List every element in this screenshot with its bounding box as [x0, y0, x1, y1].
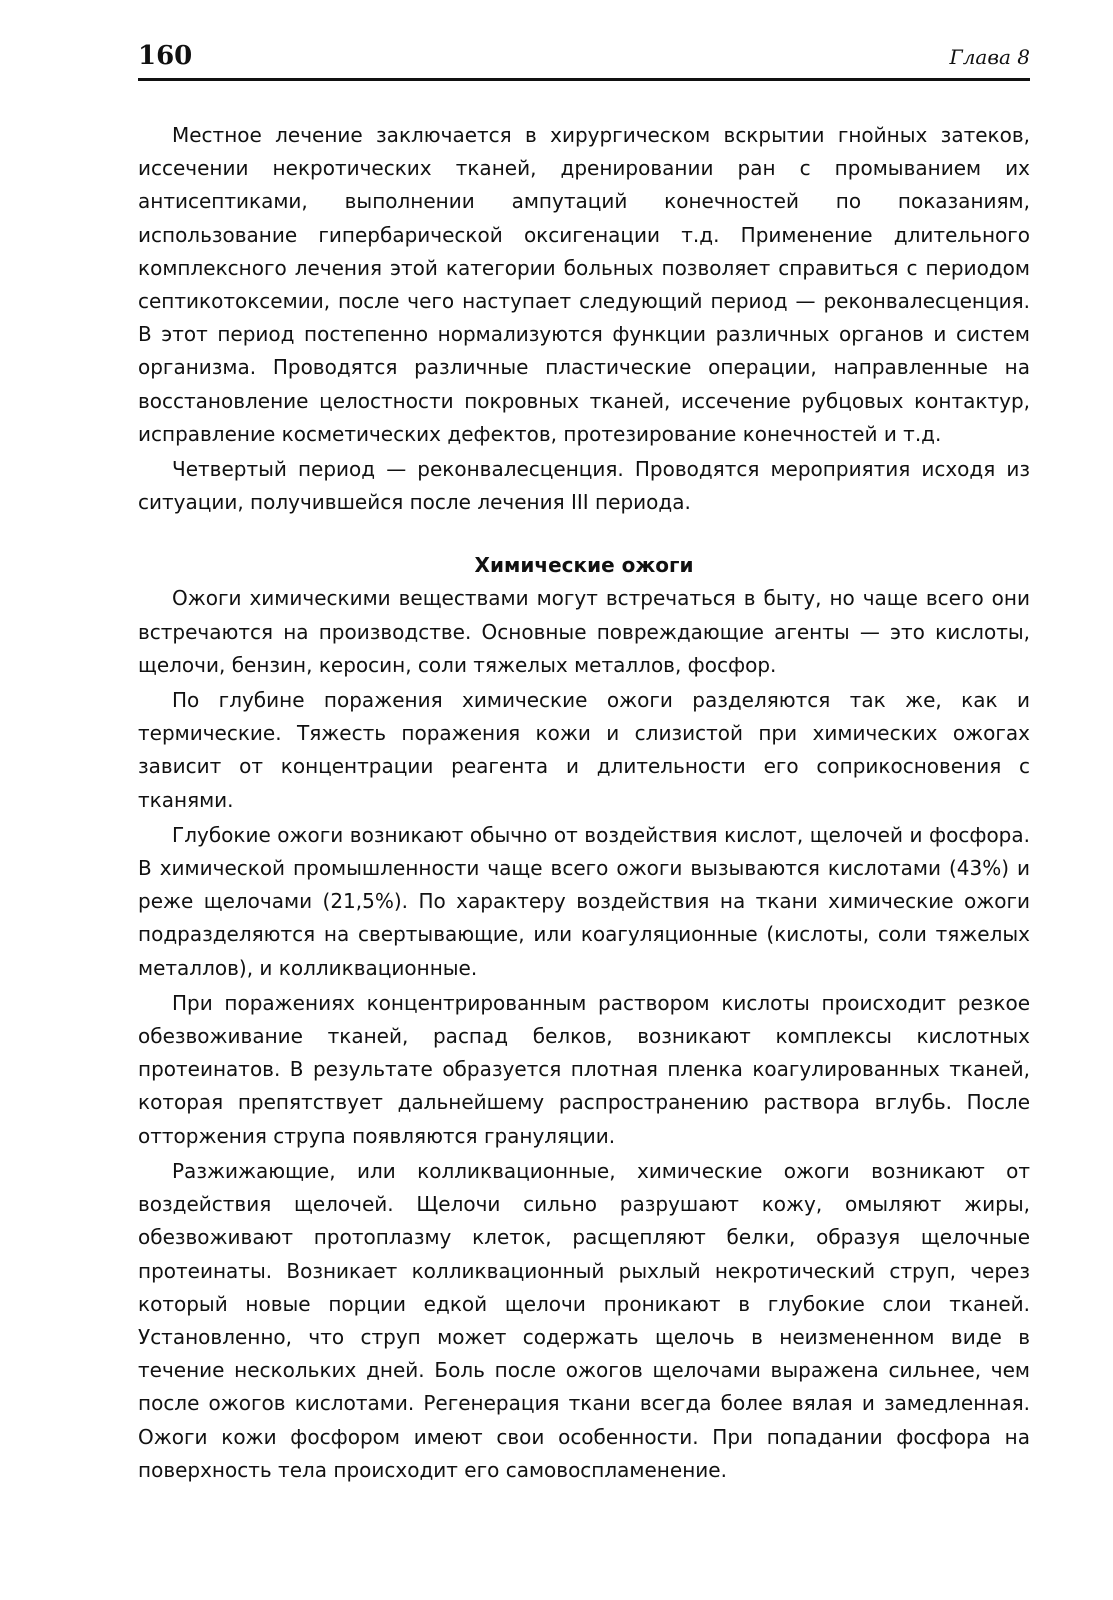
page-number: 160 [138, 41, 193, 71]
paragraph-fourth-period: Четвертый период — реконвалесценция. Проводятся мероприятия исходя из ситуации, получившейся после лечения III периода. [138, 457, 1030, 515]
book-page [138, 38, 1030, 1487]
chapter-label: Глава 8 [949, 45, 1030, 69]
paragraph-deep-burns: Глубокие ожоги возникают обычно от воздействия кислот, щелочей и фосфора. В химической промышленности чаще всего ожоги вызываются кислотами (43%) и реже щелочами (21,5%). По характеру воздействия на ткани химические ожоги подразделяются на свертывающие, или коагуляционные (кислоты, соли тяжелых металлов), и колликвационные. [138, 822, 1030, 980]
paragraph-alkali-burns: Разжижающие, или колликвационные, химические ожоги возникают от воздействия щелочей. Щелочи сильно разрушают кожу, омыляют жиры, обезвоживают протоплазму клеток, расщепляют белки, образуя щелочные протеинаты. Возникает колликвационный рыхлый некротический струп, через который новые порции едкой щелочи проникают в глубокие слои тканей. Установленно, что струп может содержать щелочь в неизмененном виде в течение нескольких дней. Боль после ожогов щелочами выражена сильнее, чем после ожогов кислотами. Регенерация ткани всегда более вялая и замедленная. Ожоги кожи фосфором имеют свои особенности. При попадании фосфора на поверхность тела происходит его самовоспламенение. [138, 1158, 1030, 1482]
section-heading: Химические ожоги [474, 553, 694, 578]
paragraph-acid-burns: При поражениях концентрированным раствором кислоты происходит резкое обезвоживание тканей, распад белков, возникают комплексы кислотных протеинатов. В результате образуется плотная пленка коагулированных тканей, которая препятствует дальнейшему распространению раствора вглубь. После отторжения струпа появляются грануляции. [138, 990, 1030, 1148]
running-header [138, 38, 1030, 81]
paragraph-chemical-burns-intro: Ожоги химическими веществами могут встречаться в быту, но чаще всего они встречаются на производстве. Основные повреждающие агенты — это кислоты, щелочи, бензин, керосин, соли тяжелых металлов, фосфор. [138, 586, 1030, 677]
paragraph-local-treatment: Местное лечение заключается в хирургическом вскрытии гнойных затеков, иссечении некротических тканей, дренировании ран с промыванием их антисептиками, выполнении ампутаций конечностей по показаниям, использование гипербарической оксигенации т.д. Применение длительного комплексного лечения этой категории больных позволяет справиться с периодом септикотоксемии, после чего наступает следующий период — реконвалесценция. В этот период постепенно нормализуются функции различных органов и систем организма. Проводятся различные пластические операции, направленные на восстановление целостности покровных тканей, иссечение рубцовых контактур, исправление косметических дефектов, протезирование конечностей и т.д. [138, 123, 1030, 446]
page-body [138, 119, 1030, 1487]
paragraph-burn-depth: По глубине поражения химические ожоги разделяются так же, как и термические. Тяжесть поражения кожи и слизистой при химических ожогах зависит от концентрации реагента и длительности его соприкосновения с тканями. [138, 688, 1030, 812]
